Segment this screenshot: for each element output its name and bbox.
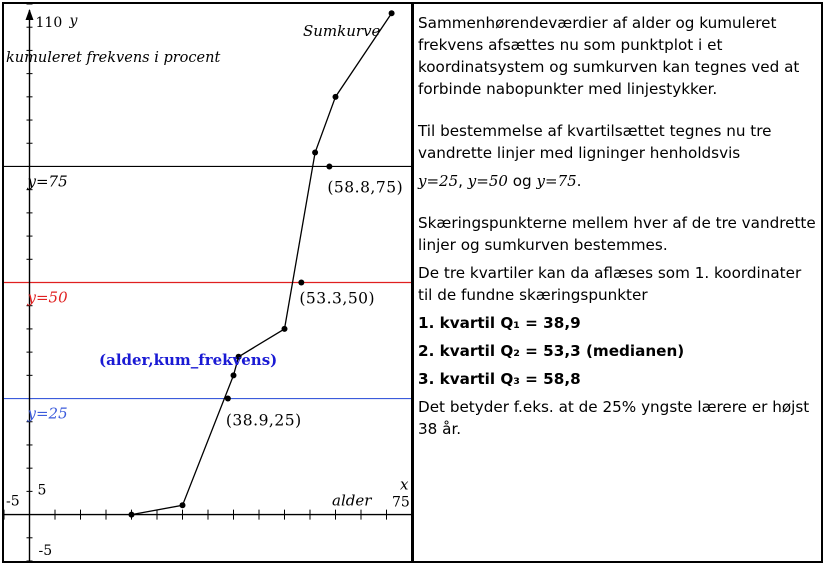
intersection-label: (38.9,25): [225, 411, 302, 430]
quartile-method-text: Til bestemmelse af kvartilsættet tegnes nu tre vandrette linjer med ligninger henholdsvis: [418, 122, 772, 162]
data-point: [312, 150, 318, 156]
equation-y25: y=25: [418, 172, 459, 190]
data-point: [129, 512, 135, 518]
intersection-paragraph: Skæringspunkterne mellem hver af de tre vandrette linjer og sumkurven bestemmes.: [418, 214, 816, 254]
data-point: [231, 372, 237, 378]
x-max-tick-label: 75: [392, 494, 410, 511]
equation-period: .: [576, 172, 582, 190]
equations-line: [418, 170, 818, 192]
intersection-label: (58.8,75): [327, 178, 404, 197]
notes-pane: [418, 12, 818, 440]
equation-y75: y=75: [536, 172, 577, 190]
y-axis-arrow: [26, 9, 34, 20]
pane-divider[interactable]: [411, 4, 414, 561]
y-axis-label: kumuleret frekvens i procent: [6, 50, 221, 66]
data-points: [129, 10, 395, 517]
quartile-3: 3. kvartil Q₃ = 58,8: [418, 370, 581, 388]
hline-label-y50: y=50: [27, 288, 68, 307]
intro-paragraph: Sammenhørendeværdier af alder og kumuleret frekvens afsættes nu som punktplot i et koordinatsystem og sumkurven kan tegnes ved at forbinde nabopunkter med linjestykker.: [418, 14, 800, 98]
intersection-label: (53.3,50): [299, 289, 376, 308]
hline-label-y75: y=75: [27, 172, 68, 191]
chart-title: Sumkurve: [303, 22, 381, 40]
series-label: (alder,kum_frekvens): [99, 351, 278, 369]
equation-separator: ,: [458, 172, 468, 190]
equation-og: og: [507, 172, 537, 190]
graph-labels: [6, 13, 410, 559]
x-axis-label: alder: [332, 491, 372, 510]
data-point: [333, 94, 339, 100]
x-axis-letter: x: [400, 475, 409, 494]
equation-y50: y=50: [467, 172, 508, 190]
cumulative-curve[interactable]: [132, 13, 392, 514]
intersection-point: [326, 163, 332, 169]
y-first-tick-label: 5: [37, 482, 47, 499]
hline-label-y25: y=25: [27, 404, 68, 423]
quartile-1: 1. kvartil Q₁ = 38,9: [418, 314, 581, 332]
conclusion-paragraph: Det betyder f.eks. at de 25% yngste lærere er højst 38 år.: [418, 398, 810, 438]
x-min-tick-label: -5: [6, 493, 20, 510]
intersection-point: [225, 396, 231, 402]
quartile-2: 2. kvartil Q₂ = 53,3 (medianen): [418, 342, 685, 360]
y-min-tick-label: -5: [38, 543, 53, 559]
data-point: [180, 502, 186, 508]
graph-panel[interactable]: [4, 4, 412, 561]
reading-paragraph: De tre kvartiler kan da aflæses som 1. koordinater til de fundne skæringspunkter: [418, 264, 802, 304]
intersection-point: [298, 280, 304, 286]
y-max-tick-label: 110: [35, 15, 63, 31]
quartile-method-paragraph: [418, 120, 818, 164]
y-axis-letter: y: [69, 13, 78, 29]
data-point: [282, 326, 288, 332]
data-point: [389, 10, 395, 16]
